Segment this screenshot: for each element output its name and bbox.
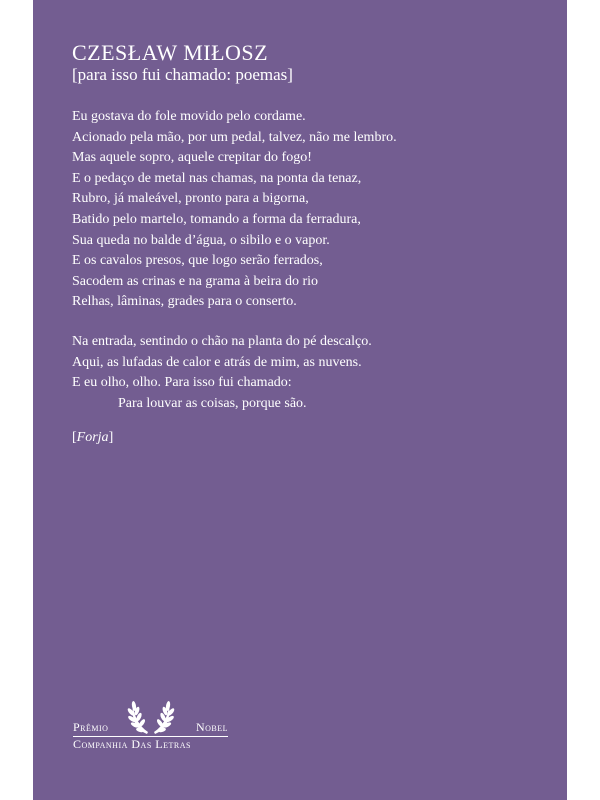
poem-line: Relhas, lâminas, grades para o conserto. <box>72 294 297 310</box>
author-name: CZESŁAW MIŁOSZ <box>72 40 269 65</box>
poem-line: E os cavalos presos, que logo serão ferrados, <box>72 253 323 269</box>
poem-line: Batido pelo martelo, tomando a forma da ferradura, <box>72 211 361 227</box>
poem-line-indented: Para louvar as coisas, porque são. <box>118 395 307 411</box>
poem-stanza-2 <box>72 332 552 414</box>
poem-line: Sua queda no balde d’água, o sibilo e o vapor. <box>72 232 330 248</box>
poem-line: Rubro, já maleável, pronto para a bigorna, <box>72 191 309 207</box>
poem-line: E eu olho, olho. Para isso fui chamado: <box>72 375 292 391</box>
poem-source <box>72 428 113 448</box>
poem-line: Eu gostava do fole movido pelo cordame. <box>72 109 306 124</box>
poem-line: Mas aquele sopro, aquele crepitar do fogo! <box>72 150 312 166</box>
book-cover <box>33 0 567 800</box>
publisher-name: Companhia Das Letras <box>73 737 191 751</box>
source-title: Forja <box>76 430 109 445</box>
poem-line: Aqui, as lufadas de calor e atrás de mim, as nuvens. <box>72 354 362 370</box>
poem-line: Sacodem as crinas e na grama à beira do rio <box>72 273 319 289</box>
poem <box>72 107 552 414</box>
source-bracket-open: [ <box>72 430 77 445</box>
poem-line: Acionado pela mão, por um pedal, talvez, não me lembro. <box>72 129 397 145</box>
poem-line: E o pedaço de metal nas chamas, na ponta da tenaz, <box>72 170 362 186</box>
nobel-label: Nobel <box>195 720 228 734</box>
laurel-wreath-icon <box>125 696 177 736</box>
publisher-logo <box>73 696 228 760</box>
premio-label: Prêmio <box>73 720 109 734</box>
source-bracket-close: ] <box>108 430 114 445</box>
poem-stanza-1 <box>72 107 552 313</box>
book-subtitle: [para isso fui chamado: poemas] <box>72 65 293 84</box>
poem-line: Na entrada, sentindo o chão na planta do pé descalço. <box>72 333 372 349</box>
